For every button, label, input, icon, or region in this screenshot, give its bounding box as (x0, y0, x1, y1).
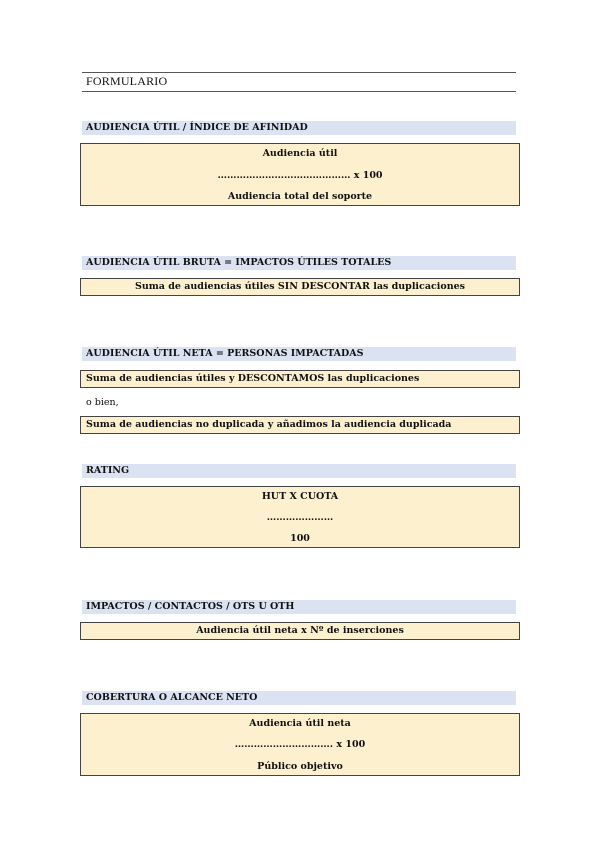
formula-fraction-line: ………………… (266, 512, 334, 523)
formula-box-bruta: Suma de audiencias útiles SIN DESCONTAR las duplicaciones (80, 278, 520, 296)
document-title-bar (82, 72, 516, 92)
formula-box-impactos: Audiencia útil neta x Nº de inserciones (80, 622, 520, 640)
formula-box-cobertura (80, 713, 520, 776)
formula-denominator: Audiencia total del soporte (227, 191, 373, 202)
formula-denominator: 100 (290, 533, 310, 544)
section-header-rating: RATING (82, 464, 516, 478)
formula-fraction-line: …………………………. x 100 (234, 739, 366, 750)
formula-box-neta-2: Suma de audiencias no duplicada y añadimos la audiencia duplicada (80, 416, 520, 434)
section-header-impactos: IMPACTOS / CONTACTOS / OTS U OTH (82, 600, 516, 614)
section-header-cobertura: COBERTURA O ALCANCE NETO (82, 691, 516, 705)
formula-denominator: Público objetivo (257, 761, 343, 772)
formula-box-rating (80, 486, 520, 548)
formula-box-afinidad (80, 143, 520, 206)
formula-numerator: Audiencia útil neta (249, 718, 351, 729)
section-header-neta: AUDIENCIA ÚTIL NETA = PERSONAS IMPACTADAS (82, 347, 516, 361)
document-title: FORMULARIO (86, 74, 168, 88)
formula-fraction-line: …………………………………… x 100 (217, 170, 383, 181)
section-header-afinidad: AUDIENCIA ÚTIL / ÍNDICE DE AFINIDAD (82, 121, 516, 135)
formula-numerator: Audiencia útil (262, 148, 338, 159)
formula-box-neta-1: Suma de audiencias útiles y DESCONTAMOS las duplicaciones (80, 370, 520, 388)
formula-numerator: HUT X CUOTA (261, 491, 339, 502)
section-header-bruta: AUDIENCIA ÚTIL BRUTA = IMPACTOS ÚTILES TOTALES (82, 256, 516, 270)
or-text: o bien, (86, 397, 119, 408)
